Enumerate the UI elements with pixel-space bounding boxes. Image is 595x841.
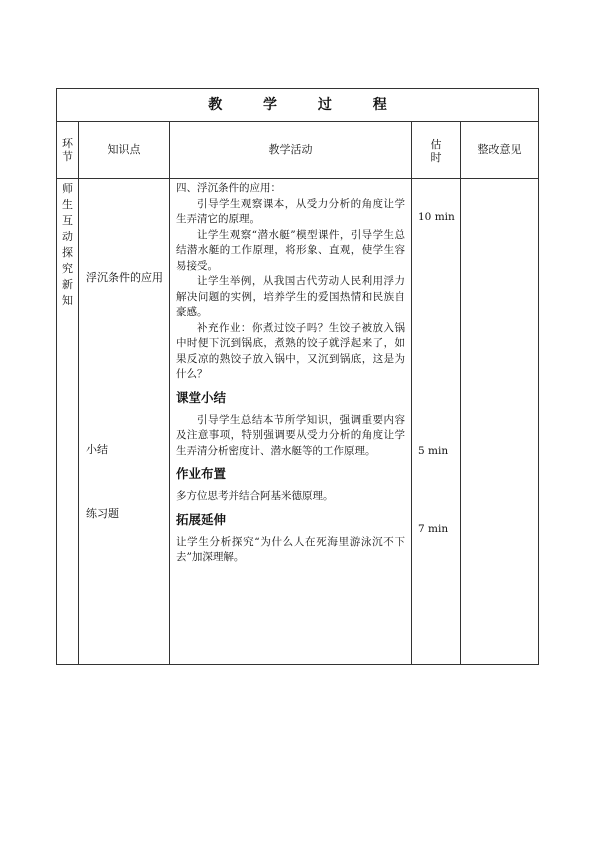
knowledge-cell xyxy=(79,179,170,665)
header-section xyxy=(57,122,79,179)
activity-paragraph: 让学生举例，从我国古代劳动人民利用浮力解决问题的实例，培养学生的爱国热情和民族自豪感。 xyxy=(176,275,405,318)
header-row xyxy=(57,122,539,179)
heading-extension: 拓展延伸 xyxy=(176,511,227,527)
heading-class-summary: 课堂小结 xyxy=(176,389,227,405)
section-cell xyxy=(57,179,79,665)
header-section-label: 环节 xyxy=(62,137,73,163)
activity-paragraph: 引导学生观察课本，从受力分析的角度让学生弄清它的原理。 xyxy=(176,197,405,225)
teaching-process-table xyxy=(56,88,539,665)
activity-paragraph: 四、浮沉条件的应用： xyxy=(176,182,281,194)
knowledge-exercise: 练习题 xyxy=(86,507,119,520)
activity-paragraph: 引导学生总结本节所学知识，强调重要内容及注意事项，特别强调要从受力分析的角度让学生弄清分析密度计、潜水艇等的工作原理。 xyxy=(176,413,405,457)
knowledge-application: 浮沉条件的应用 xyxy=(86,271,163,284)
time-estimate: 7 min xyxy=(418,523,449,535)
activity-cell xyxy=(170,179,412,665)
activity-paragraph: 补充作业：你煮过饺子吗？生饺子被放入锅中时便下沉到锅底，煮熟的饺子就浮起来了，如果反凉的熟饺子放入锅中，又沉到锅底，这是为什么？ xyxy=(176,321,405,380)
activity-paragraph: 让学生观察“潜水艇”模型课件，引导学生总结潜水艇的工作原理，将形象、直观，使学生容易接受。 xyxy=(176,228,405,272)
table-title: 教 学 过 程 xyxy=(57,89,539,122)
header-time-label: 估时 xyxy=(430,138,442,164)
activity-paragraph: 多方位思考并结合阿基米德原理。 xyxy=(176,490,334,502)
time-cell xyxy=(412,179,461,665)
header-knowledge: 知识点 xyxy=(79,122,170,179)
time-estimate: 10 min xyxy=(418,211,455,223)
header-activity: 教学活动 xyxy=(170,122,412,179)
revision-cell xyxy=(461,179,539,665)
header-revision: 整改意见 xyxy=(461,122,539,179)
section-label: 师生互动探究新知 xyxy=(62,182,73,307)
header-time xyxy=(412,122,461,179)
knowledge-summary: 小结 xyxy=(86,443,108,456)
heading-homework: 作业布置 xyxy=(176,466,227,481)
content-row xyxy=(57,179,539,665)
activity-paragraph: 让学生分析探究“为什么人在死海里游泳沉不下去”加深理解。 xyxy=(176,535,405,563)
time-estimate: 5 min xyxy=(418,445,449,457)
